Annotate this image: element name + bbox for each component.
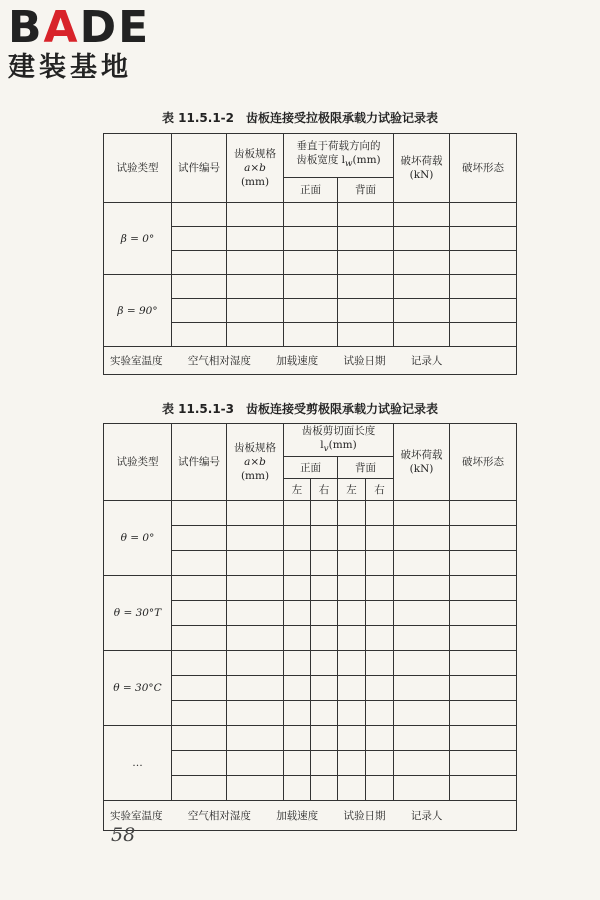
table-row [104, 275, 517, 299]
header-failure-load: 破坏荷载 (kN) [394, 424, 450, 501]
bade-logo [8, 4, 150, 84]
header-test-type: 试验类型 [104, 424, 172, 501]
footer-recorder: 记录人 [410, 809, 443, 822]
group-label: β = 0° [104, 203, 172, 275]
shear-test-table [103, 423, 517, 831]
table-row [104, 501, 517, 526]
table1-caption: 表 11.5.1-2 齿板连接受拉极限承载力试验记录表 [161, 111, 439, 125]
header-front: 正面 [284, 178, 338, 203]
header-test-type: 试验类型 [104, 134, 172, 203]
footer-lab-temp: 实验室温度 [110, 354, 163, 367]
header-front-left: 左 [284, 479, 311, 501]
header-failure-load: 破坏荷载 (kN) [394, 134, 450, 203]
header-plate-width: 垂直于荷载方向的 齿板宽度 $l_w(mm)$ [284, 134, 394, 178]
group-label: θ = 30°C [104, 651, 172, 726]
footer-recorder: 记录人 [410, 354, 443, 367]
header-front-right: 右 [311, 479, 338, 501]
header-back-right: 右 [366, 479, 394, 501]
group-label: β = 90° [104, 275, 172, 347]
group-label: θ = 30°T [104, 576, 172, 651]
footer-test-date: 试验日期 [343, 354, 386, 367]
header-back: 背面 [338, 457, 394, 479]
footer-test-date: 试验日期 [343, 809, 386, 822]
footer-humidity: 空气相对湿度 [187, 809, 251, 822]
footer-lab-temp: 实验室温度 [110, 809, 163, 822]
logo-subtitle: 建装基地 [8, 52, 132, 83]
header-back: 背面 [338, 178, 394, 203]
tension-test-table [103, 133, 517, 375]
header-specimen-no: 试件编号 [172, 134, 227, 203]
footer-load-speed: 加载速度 [276, 354, 319, 367]
table-row [104, 726, 517, 751]
footer-humidity: 空气相对湿度 [187, 354, 251, 367]
table-footer [104, 347, 517, 375]
header-front: 正面 [284, 457, 338, 479]
logo-wordmark: BADE [8, 2, 151, 53]
table-footer [104, 801, 517, 831]
header-plate-spec: 齿板规格 a×b (mm) [227, 424, 284, 501]
header-failure-mode: 破坏形态 [450, 134, 517, 203]
page-number: 58 [111, 824, 136, 846]
header-failure-mode: 破坏形态 [450, 424, 517, 501]
table-row [104, 203, 517, 227]
table-row [104, 651, 517, 676]
group-label: … [104, 726, 172, 801]
table2-caption: 表 11.5.1-3 齿板连接受剪极限承载力试验记录表 [161, 402, 439, 416]
header-plate-spec: 齿板规格 a×b (mm) [227, 134, 284, 203]
footer-load-speed: 加载速度 [276, 809, 319, 822]
group-label: θ = 0° [104, 501, 172, 576]
header-specimen-no: 试件编号 [172, 424, 227, 501]
table-row [104, 576, 517, 601]
header-shear-length: 齿板剪切面长度 $l_v(mm)$ [284, 424, 394, 457]
header-back-left: 左 [338, 479, 366, 501]
